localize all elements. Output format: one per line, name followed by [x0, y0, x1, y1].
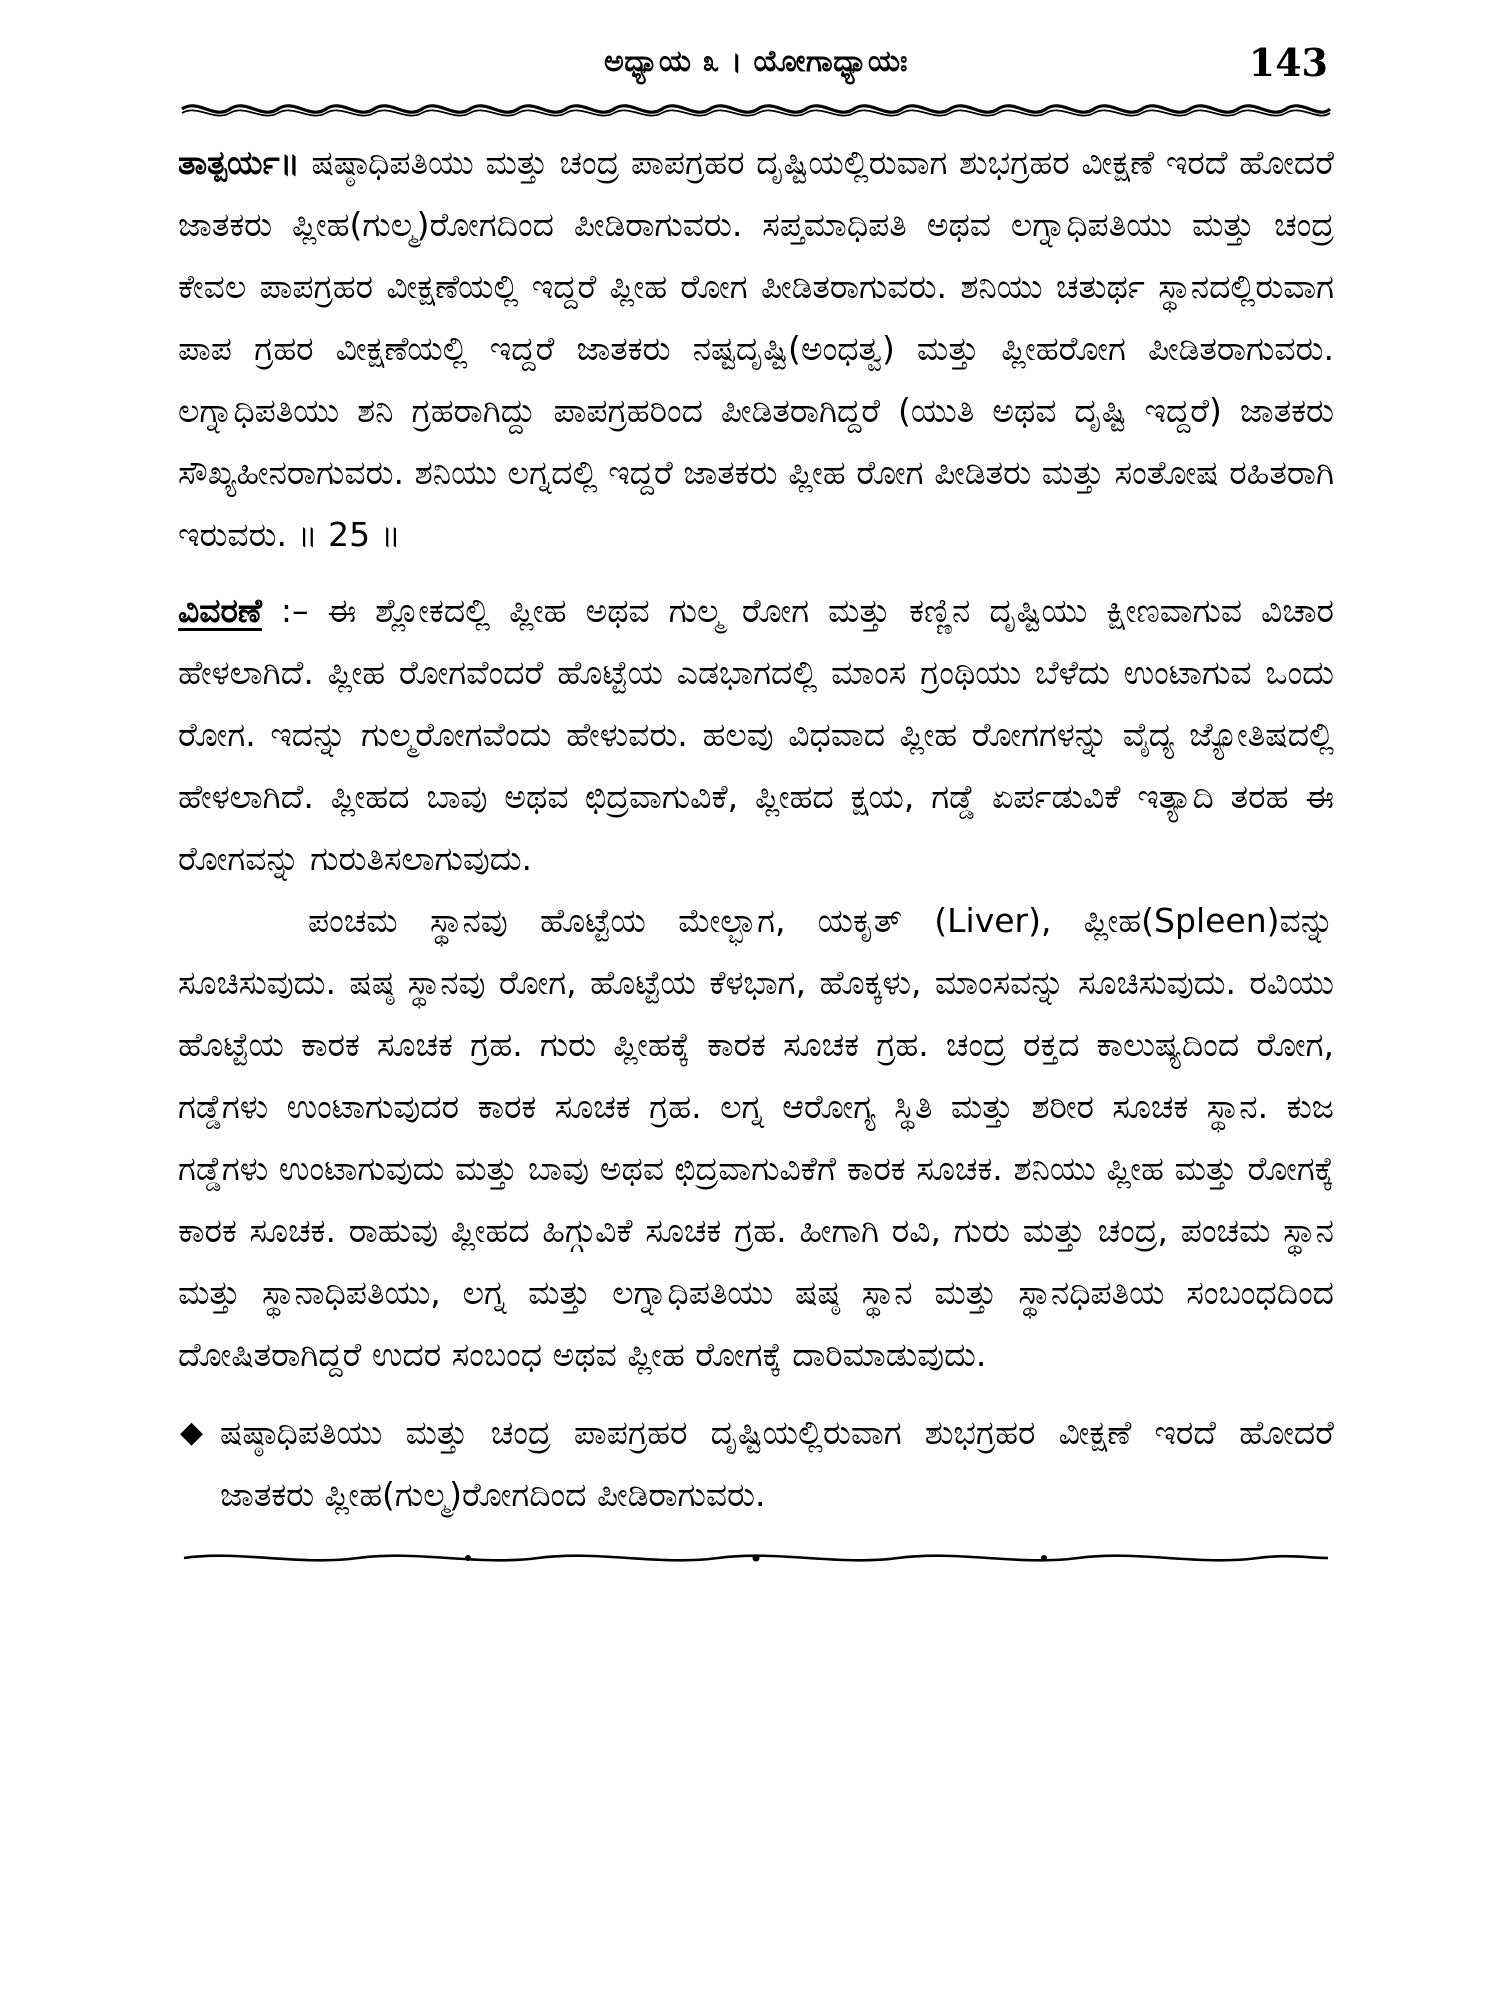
summary-label: ತಾತ್ಪರ್ಯ॥: [178, 143, 300, 182]
bottom-ornament-divider: [178, 1544, 1334, 1570]
detail-paragraph: ಪಂಚಮ ಸ್ಥಾನವು ಹೊಟ್ಟೆಯ ಮೇಲ್ಭಾಗ, ಯಕೃತ್ (Liver), ಪ್ಲೀಹ(Spleen)ವನ್ನು ಸೂಚಿಸುವುದು. ಷಷ್ಠ ಸ್ಥಾನವು ರೋಗ, ಹೊಟ್ಟೆಯ ಕೆಳಭಾಗ, ಹೊಕ್ಕಳು, ಮಾಂಸವನ್ನು ಸೂಚಿಸುವುದು. ರವಿಯು ಹೊಟ್ಟೆಯ ಕಾರಕ ಸೂಚಕ ಗ್ರಹ. ಗುರು ಪ್ಲೀಹಕ್ಕೆ ಕಾರಕ ಸೂಚಕ ಗ್ರಹ. ಚಂದ್ರ ರಕ್ತದ ಕಾಲುಷ್ಯದಿಂದ ರೋಗ, ಗಡ್ಡೆಗಳು ಉಂಟಾಗುವುದರ ಕಾರಕ ಸೂಚಕ ಗ್ರಹ. ಲಗ್ನ ಆರೋಗ್ಯ ಸ್ಥಿತಿ ಮತ್ತು ಶರೀರ ಸೂಚಕ ಸ್ಥಾನ. ಕುಜ ಗಡ್ಡೆಗಳು ಉಂಟಾಗುವುದು ಮತ್ತು ಬಾವು ಅಥವ ಛಿದ್ರವಾಗುವಿಕೆಗೆ ಕಾರಕ ಸೂಚಕ. ಶನಿಯು ಪ್ಲೀಹ ಮತ್ತು ರೋಗಕ್ಕೆ ಕಾರಕ ಸೂಚಕ. ರಾಹುವು ಪ್ಲೀಹದ ಹಿಗ್ಗುವಿಕೆ ಸೂಚಕ ಗ್ರಹ. ಹೀಗಾಗಿ ರವಿ, ಗುರು ಮತ್ತು ಚಂದ್ರ, ಪಂಚಮ ಸ್ಥಾನ ಮತ್ತು ಸ್ಥಾನಾಧಿಪತಿಯು, ಲಗ್ನ ಮತ್ತು ಲಗ್ನಾಧಿಪತಿಯು ಷಷ್ಠ ಸ್ಥಾನ ಮತ್ತು ಸ್ಥಾನಧಿಪತಿಯ ಸಂಬಂಧದಿಂದ ದೋಷಿತರಾಗಿದ್ದರೆ ಉದರ ಸಂಬಂಧ ಅಥವ ಪ್ಲೀಹ ರೋಗಕ್ಕೆ ದಾರಿಮಾಡುವುದು.: [178, 901, 1334, 1374]
explanation-paragraph: [178, 580, 1334, 890]
page-header: [178, 40, 1334, 92]
summary-paragraph: [178, 132, 1334, 566]
bullet-text: ಷಷ್ಠಾಧಿಪತಿಯು ಮತ್ತು ಚಂದ್ರ ಪಾಪಗ್ರಹರ ದೃಷ್ಟಿಯಲ್ಲಿರುವಾಗ ಶುಭಗ್ರಹರ ವೀಕ್ಷಣೆ ಇರದೆ ಹೋದರೆ ಜಾತಕರು ಪ್ಲೀಹ(ಗುಲ್ಮ)ರೋಗದಿಂದ ಪೀಡಿರಾಗುವರು.: [220, 1413, 1334, 1514]
top-ornament-divider: [178, 96, 1334, 122]
explanation-label: ವಿವರಣೆ: [178, 591, 262, 630]
page-number: 143: [1248, 40, 1328, 85]
chapter-title: ಅಧ್ಯಾಯ ೩ । ಯೋಗಾಧ್ಯಾಯಃ: [604, 44, 908, 79]
bullet-point: [178, 1402, 1334, 1526]
summary-body: ಷಷ್ಠಾಧಿಪತಿಯು ಮತ್ತು ಚಂದ್ರ ಪಾಪಗ್ರಹರ ದೃಷ್ಟಿಯಲ್ಲಿರುವಾಗ ಶುಭಗ್ರಹರ ವೀಕ್ಷಣೆ ಇರದೆ ಹೋದರೆ ಜಾತಕರು ಪ್ಲೀಹ(ಗುಲ್ಮ)ರೋಗದಿಂದ ಪೀಡಿರಾಗುವರು. ಸಪ್ತಮಾಧಿಪತಿ ಅಥವ ಲಗ್ನಾಧಿಪತಿಯು ಮತ್ತು ಚಂದ್ರ ಕೇವಲ ಪಾಪಗ್ರಹರ ವೀಕ್ಷಣೆಯಲ್ಲಿ ಇದ್ದರೆ ಪ್ಲೀಹ ರೋಗ ಪೀಡಿತರಾಗುವರು. ಶನಿಯು ಚತುರ್ಥ ಸ್ಥಾನದಲ್ಲಿರುವಾಗ ಪಾಪ ಗ್ರಹರ ವೀಕ್ಷಣೆಯಲ್ಲಿ ಇದ್ದರೆ ಜಾತಕರು ನಷ್ಟದೃಷ್ಟಿ(ಅಂಧತ್ವ) ಮತ್ತು ಪ್ಲೀಹರೋಗ ಪೀಡಿತರಾಗುವರು. ಲಗ್ನಾಧಿಪತಿಯು ಶನಿ ಗ್ರಹರಾಗಿದ್ದು ಪಾಪಗ್ರಹರಿಂದ ಪೀಡಿತರಾಗಿದ್ದರೆ (ಯುತಿ ಅಥವ ದೃಷ್ಟಿ ಇದ್ದರೆ) ಜಾತಕರು ಸೌಖ್ಯಹೀನರಾಗುವರು. ಶನಿಯು ಲಗ್ನದಲ್ಲಿ ಇದ್ದರೆ ಜಾತಕರು ಪ್ಲೀಹ ರೋಗ ಪೀಡಿತರು ಮತ್ತು ಸಂತೋಷ ರಹಿತರಾಗಿ ಇರುವರು. ॥ 25 ॥: [178, 143, 1334, 554]
diamond-bullet-icon: ◆: [180, 1415, 204, 1450]
book-page: [178, 40, 1334, 1980]
explanation-body: :– ಈ ಶ್ಲೋಕದಲ್ಲಿ ಪ್ಲೀಹ ಅಥವ ಗುಲ್ಮ ರೋಗ ಮತ್ತು ಕಣ್ಣಿನ ದೃಷ್ಟಿಯು ಕ್ಷೀಣವಾಗುವ ವಿಚಾರ ಹೇಳಲಾಗಿದೆ. ಪ್ಲೀಹ ರೋಗವೆಂದರೆ ಹೊಟ್ಟೆಯ ಎಡಭಾಗದಲ್ಲಿ ಮಾಂಸ ಗ್ರಂಥಿಯು ಬೆಳೆದು ಉಂಟಾಗುವ ಒಂದು ರೋಗ. ಇದನ್ನು ಗುಲ್ಮರೋಗವೆಂದು ಹೇಳುವರು. ಹಲವು ವಿಧವಾದ ಪ್ಲೀಹ ರೋಗಗಳನ್ನು ವೈದ್ಯ ಜ್ಯೋತಿಷದಲ್ಲಿ ಹೇಳಲಾಗಿದೆ. ಪ್ಲೀಹದ ಬಾವು ಅಥವ ಛಿದ್ರವಾಗುವಿಕೆ, ಪ್ಲೀಹದ ಕ್ಷಯ, ಗಡ್ಡೆ ಏರ್ಪಡುವಿಕೆ ಇತ್ಯಾದಿ ತರಹ ಈ ರೋಗವನ್ನು ಗುರುತಿಸಲಾಗುವುದು.: [178, 591, 1334, 878]
